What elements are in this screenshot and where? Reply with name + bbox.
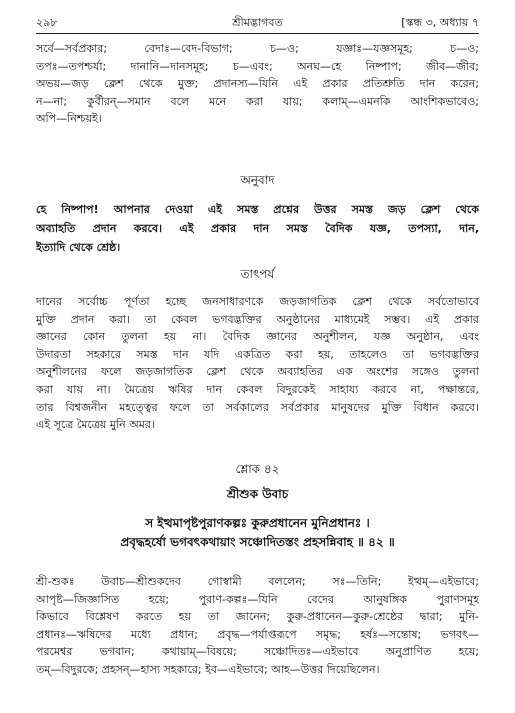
synonym-line: প্রধানঃ—ঋষিদের মধ্যে প্রধান; প্রবৃদ্ধ—পর্যাপ্তরূপে সমৃদ্ধ; হর্ষঃ—সন্তোষ; ভগবৎ—: [36, 627, 479, 641]
translation-text: [36, 200, 479, 257]
synonym-line: আপৃষ্ট—জিজ্ঞাসিত হয়ে; পুরাণ-কল্পঃ—যিনি বেদের আনুষঙ্গিক পুরাণসমূহ: [36, 592, 479, 606]
header-rule: [36, 33, 479, 34]
verse-number: শ্লোক ৪২: [235, 462, 280, 476]
verse-speaker: শ্রীশুক উবাচ: [226, 487, 289, 501]
synonym-line: পরমেশ্বর ভগবান; কথায়াম্—বিষয়ে; সঞ্চোদিতঃ—এইভাবে অনুপ্রাণিত হয়ে;: [36, 645, 479, 659]
verse-text: [36, 514, 479, 552]
synonyms-top: [36, 40, 479, 128]
translation-line: অব্যাহতি প্রদান করবে। এই প্রকার দান সমস্ত বৈদিক যজ্ঞ, তপস্যা, দান,: [36, 222, 479, 235]
purport-line: তার বিশ্বজনীন মহত্ত্বের ফলে তা সর্বকালের সর্বপ্রকার মানুষদের মুক্তি বিধান করবে।: [36, 400, 479, 414]
purport-line: দানের সর্বোচ্চ পূর্ণতা হচ্ছে জনসাধারণকে জড়জাগতিক ক্লেশ থেকে সর্বতোভাবে: [36, 295, 479, 308]
purport-line: করা যায় না। মৈত্রেয় ঋষির দান কেবল বিদুরকেই সাহায্য করবে না, পক্ষান্তরে,: [36, 382, 479, 396]
translation-line: হে নিষ্পাপ! আপনার দেওয়া এই সমস্ত প্রশ্নের উত্তর সমস্ত জড় ক্লেশ থেকে: [36, 203, 479, 216]
book-title: শ্রীমদ্ভাগবত: [232, 16, 283, 29]
translation-heading: অনুবাদ: [240, 173, 275, 187]
purport-line: মুক্তি প্রদান করা। তা কেবল ভগবদ্ভক্তির অনুষ্ঠানের মাধ্যমেই সম্ভব। এই প্রকার: [36, 312, 479, 326]
purport-line: অনুশীলনের ফলে জড়জাগতিক ক্লেশ থেকে অব্যাহতির এক অংশের সঙ্গেও তুলনা: [36, 365, 479, 379]
purport-line: জ্ঞানের কোন তুলনা হয় না। বৈদিক জ্ঞানের অনুশীলন, যজ্ঞ অনুষ্ঠান, এবং: [36, 330, 479, 344]
synonym-line: ন—না; কুর্বীরন্—সমান বলে মনে করা যায়; কলাম্—এমনকি আংশিকভাবেও;: [36, 94, 479, 108]
synonym-line: শ্রী-শুকঃ উবাচ—শ্রীশুকদেব গোস্বামী বললেন; সঃ—তিনি; ইত্থম্—এইভাবে;: [36, 575, 479, 588]
synonym-line: অভয়—জড় ক্লেশ থেকে মুক্ত; প্রদানস্য—যিনি এই প্রকার প্রতিশ্রুতি দান করেন;: [36, 77, 479, 91]
synonyms-bottom: [36, 573, 479, 679]
synonym-line: কিভাবে বিশ্লেষণ করতে হয় তা জানেন; কুরু-প্রধানেন—কুরু-শ্রেষ্ঠের দ্বারা; মুনি-: [36, 610, 479, 624]
chapter-reference: [স্কন্ধ ৩, অধ্যায় ৭: [401, 16, 479, 29]
synonym-line: তম্—বিদুরকে; প্রহসন্—হাস্য সহকারে; ইব—এইভাবে; আহ—উত্তর দিয়েছিলেন।: [36, 662, 380, 676]
verse-line: প্রবৃদ্ধহর্ষো ভগবৎকথায়াং সঞ্চোদিতস্তং প্রহসন্নিবাহ ॥ ৪২ ॥: [120, 535, 395, 549]
synonym-line: তপঃ—তপশ্চর্যা; দানানি—দানসমূহ; চ—এবং; অনঘ—হে নিষ্পাপ; জীব—জীব;: [36, 59, 479, 73]
verse-line: স ইত্থমাপৃষ্টপুরাণকল্পঃ কুরুপ্রধানেন মুনিপ্রধানঃ ।: [145, 516, 370, 530]
synonym-line: অপি—নিশ্চয়ই।: [36, 112, 102, 126]
page-number: ২৯৮: [36, 16, 58, 29]
running-header: [36, 14, 479, 32]
purport-line: এই সূত্রে মৈত্রেয় মুনি অমর।: [36, 418, 155, 432]
translation-line: ইত্যাদি থেকে শ্রেষ্ঠ।: [36, 241, 121, 254]
purport-text: [36, 293, 479, 434]
purport-heading: তাৎপর্য: [240, 267, 275, 281]
synonym-line: সর্বে—সর্বপ্রকার; বেদাঃ—বেদ-বিভাগ; চ—ও; যজ্ঞাঃ—যজ্ঞসমূহ; চ—ও;: [36, 42, 479, 55]
purport-line: উদারতা সহকারে সমস্ত দান যদি একত্রিত করা হয়, তাহলেও তা ভগবদ্ভক্তির: [36, 347, 479, 361]
